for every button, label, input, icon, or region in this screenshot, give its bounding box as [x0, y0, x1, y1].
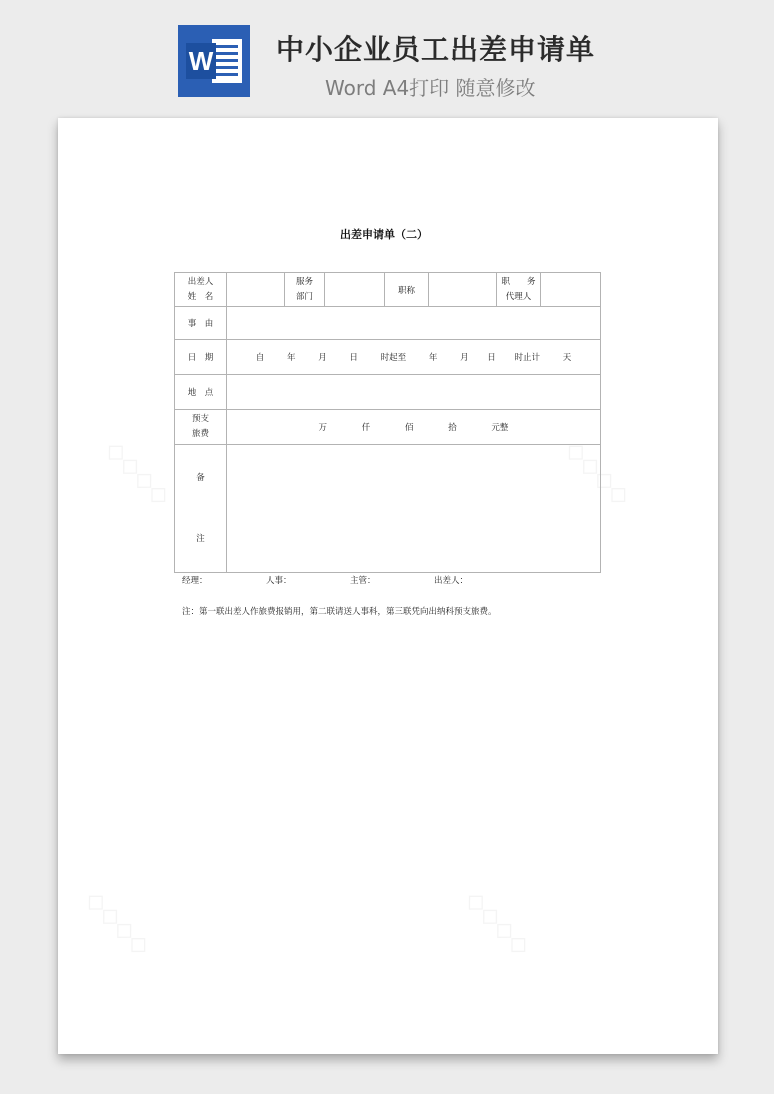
watermark: [99, 434, 177, 512]
remarks-cell[interactable]: [227, 445, 601, 573]
supervisor-signature-label: 主管：: [350, 576, 376, 586]
date-part: 天: [562, 353, 572, 363]
advance-cell[interactable]: [227, 410, 601, 445]
date-cell[interactable]: [227, 340, 601, 375]
watermark: [459, 884, 537, 962]
amount-unit: 拾: [448, 423, 457, 433]
page-title: 中小企业员工出差申请单: [276, 33, 596, 66]
date-part: 自: [255, 353, 265, 363]
date-part: 日: [349, 353, 358, 363]
form-title: 出差申请单（二）: [340, 228, 428, 241]
signature-row: [182, 574, 612, 586]
manager-signature-label: 经理：: [182, 576, 208, 586]
footnote: 注：第一联出差人作旅费报销用，第二联请送人事科，第三联凭向出纳科预支旅费。: [182, 607, 497, 617]
amount-unit: 仟: [361, 423, 371, 433]
traveler-name-label: 出差人 姓 名: [175, 273, 227, 307]
place-label: 地 点: [175, 375, 227, 410]
table-row: [175, 340, 601, 375]
date-part: 时起至: [380, 353, 407, 363]
date-part: 月: [318, 353, 327, 363]
header: [0, 0, 774, 118]
place-cell[interactable]: [227, 375, 601, 410]
table-row: [175, 273, 601, 307]
traveler-name-cell[interactable]: [227, 273, 285, 307]
agent-cell[interactable]: [541, 273, 601, 307]
reason-cell[interactable]: [227, 307, 601, 340]
date-part: 月: [460, 353, 469, 363]
table-row: [175, 307, 601, 340]
page-subtitle: Word A4打印 随意修改: [325, 76, 536, 100]
icon-letter: W: [188, 46, 214, 76]
job-title-cell[interactable]: [429, 273, 497, 307]
date-part: 日: [487, 353, 496, 363]
amount-unit: 元整: [491, 423, 509, 433]
hr-signature-label: 人事：: [266, 576, 292, 586]
document-page: [58, 118, 718, 1054]
table-row: [175, 410, 601, 445]
date-part: 年: [428, 353, 438, 363]
amount-unit: 万: [318, 423, 328, 433]
watermark: [79, 884, 157, 962]
application-form-table: [174, 272, 601, 573]
amount-unit: 佰: [404, 423, 414, 433]
word-doc-icon: [178, 25, 250, 97]
table-row: [175, 375, 601, 410]
table-row: [175, 445, 601, 573]
agent-label: 职 务 代理人: [497, 273, 541, 307]
traveler-signature-label: 出差人：: [434, 576, 469, 586]
date-label: 日 期: [175, 340, 227, 375]
advance-label: 预支 旅费: [175, 410, 227, 445]
remarks-label: 备 注: [175, 445, 227, 573]
date-part: 时止计: [514, 353, 541, 363]
department-label: 服务 部门: [285, 273, 325, 307]
reason-label: 事 由: [175, 307, 227, 340]
job-title-label: 职称: [385, 273, 429, 307]
date-part: 年: [286, 353, 296, 363]
department-cell[interactable]: [325, 273, 385, 307]
